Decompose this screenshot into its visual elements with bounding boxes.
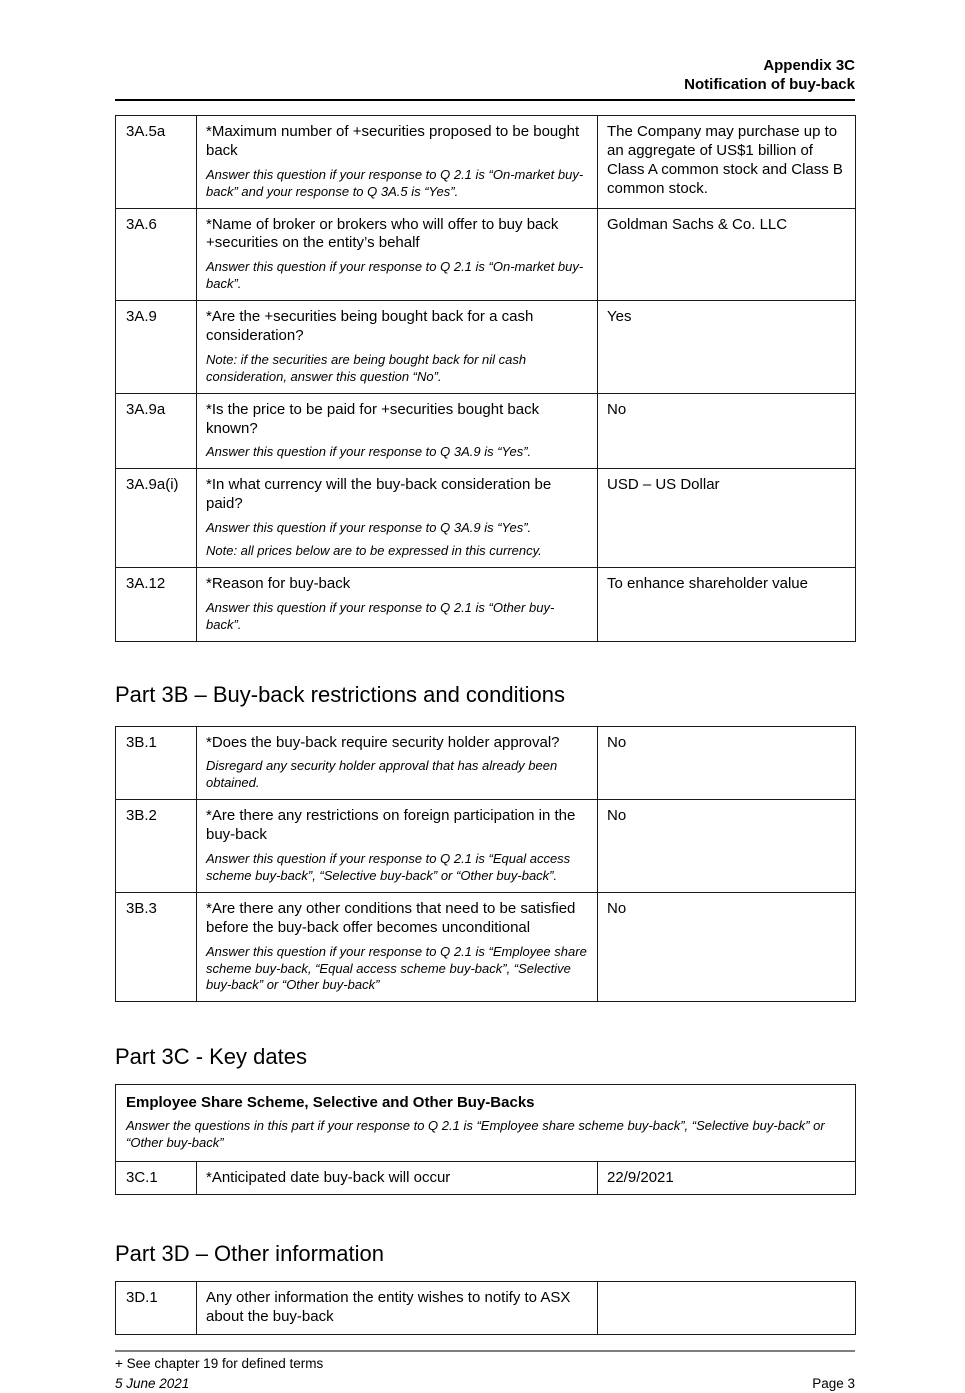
question-text: Any other information the entity wishes to notify to ASX about the buy-back bbox=[206, 1289, 571, 1326]
question-note: Answer this question if your response to Q 2.1 is “Employee share scheme buy-back, “Equal access scheme buy-back”, “Selective buy-back” or “Other buy-back” bbox=[206, 943, 587, 993]
question-text: *Are there any other conditions that need to be satisfied before the buy-back offer becomes unconditional bbox=[206, 899, 576, 936]
part-3d-table bbox=[115, 1281, 856, 1335]
question-id: 3A.6 bbox=[116, 208, 197, 301]
part-3c-heading: Part 3C - Key dates bbox=[115, 1044, 307, 1070]
question-note: Answer this question if your response to Q 2.1 is “On-market buy-back” and your response to Q 3A.5 is “Yes”. bbox=[206, 166, 584, 199]
question-id: 3A.5a bbox=[116, 116, 197, 209]
question-cell bbox=[197, 393, 598, 469]
question-text: *Maximum number of +securities proposed to be bought back bbox=[206, 123, 580, 159]
question-cell bbox=[197, 1161, 598, 1195]
answer-cell: Yes bbox=[598, 301, 856, 394]
answer-cell: To enhance shareholder value bbox=[598, 567, 856, 641]
question-cell bbox=[197, 892, 598, 1001]
document-footer bbox=[115, 1350, 855, 1393]
question-note: Answer this question if your response to Q 3A.9 is “Yes”. bbox=[206, 444, 532, 460]
part-3d-heading: Part 3D – Other information bbox=[115, 1241, 385, 1267]
footer-date: 5 June 2021 bbox=[115, 1376, 190, 1392]
table-row-3b-3 bbox=[116, 892, 856, 1001]
footer-rule bbox=[115, 1350, 855, 1352]
question-id: 3D.1 bbox=[116, 1282, 197, 1335]
question-text: *Name of broker or brokers who will offer to buy back +securities on the entity’s behalf bbox=[206, 215, 559, 252]
answer-cell bbox=[598, 1282, 856, 1335]
question-id: 3B.1 bbox=[116, 726, 197, 800]
table-header-note: Answer the questions in this part if your response to Q 2.1 is “Employee share scheme buy-back”, “Selective buy-back” or “Other buy-back” bbox=[126, 1117, 825, 1150]
answer-cell: 22/9/2021 bbox=[598, 1161, 856, 1195]
question-id: 3A.12 bbox=[116, 567, 197, 641]
table-row-3c-1 bbox=[116, 1161, 856, 1195]
page-content bbox=[115, 56, 855, 1393]
question-id: 3C.1 bbox=[116, 1161, 197, 1195]
question-cell bbox=[197, 208, 598, 301]
question-note: Answer this question if your response to Q 2.1 is “Equal access scheme buy-back”, “Selective buy-back” or “Other buy-back”. bbox=[206, 851, 571, 883]
table-row-3a-12 bbox=[116, 567, 856, 641]
table-header-title: Employee Share Scheme, Selective and Other Buy-Backs bbox=[126, 1094, 535, 1112]
question-note: Answer this question if your response to Q 3A.9 is “Yes”. bbox=[206, 520, 532, 536]
header-rule bbox=[115, 99, 855, 101]
table-row-3a-9a-i bbox=[116, 469, 856, 568]
part-3b-table bbox=[115, 726, 856, 1003]
question-text: *Anticipated date buy-back will occur bbox=[206, 1168, 451, 1186]
question-text: *Reason for buy-back bbox=[206, 574, 351, 592]
question-cell bbox=[197, 726, 598, 800]
answer-cell: USD – US Dollar bbox=[598, 469, 856, 568]
footer-page-number: Page 3 bbox=[812, 1376, 855, 1392]
table-row-3d-1 bbox=[116, 1282, 856, 1335]
part-3a-table bbox=[115, 115, 856, 642]
header-appendix-title: Appendix 3C bbox=[763, 57, 855, 74]
document-header bbox=[115, 56, 855, 94]
question-note: Answer this question if your response to Q 2.1 is “Other buy-back”. bbox=[206, 599, 555, 632]
question-cell bbox=[197, 469, 598, 568]
part-3b-heading: Part 3B – Buy-back restrictions and conditions bbox=[115, 681, 566, 707]
table-header-cell bbox=[116, 1085, 856, 1161]
question-note: Disregard any security holder approval that has already been obtained. bbox=[206, 758, 558, 791]
answer-cell: No bbox=[598, 726, 856, 800]
answer-cell: No bbox=[598, 393, 856, 469]
question-cell bbox=[197, 116, 598, 209]
answer-cell: Goldman Sachs & Co. LLC bbox=[598, 208, 856, 301]
question-cell bbox=[197, 301, 598, 394]
question-cell bbox=[197, 1282, 598, 1335]
question-note: Note: if the securities are being bought back for nil cash consideration, answer this question “No”. bbox=[206, 351, 527, 384]
question-text: *Is the price to be paid for +securities bought back known? bbox=[206, 400, 540, 437]
footer-defined-terms: + See chapter 19 for defined terms bbox=[115, 1356, 324, 1372]
question-id: 3B.3 bbox=[116, 892, 197, 1001]
table-header-row bbox=[116, 1085, 856, 1161]
table-row-3a-9 bbox=[116, 301, 856, 394]
answer-cell: The Company may purchase up to an aggregate of US$1 billion of Class A common stock and Class B common stock. bbox=[598, 116, 856, 209]
table-row-3a-5a bbox=[116, 116, 856, 209]
question-id: 3A.9 bbox=[116, 301, 197, 394]
part-3c-table bbox=[115, 1084, 856, 1195]
question-note: Note: all prices below are to be expressed in this currency. bbox=[206, 543, 542, 559]
question-cell bbox=[197, 800, 598, 893]
answer-cell: No bbox=[598, 892, 856, 1001]
table-row-3b-2 bbox=[116, 800, 856, 893]
question-text: *In what currency will the buy-back consideration be paid? bbox=[206, 476, 552, 513]
header-form-title: Notification of buy-back bbox=[684, 76, 855, 93]
question-note: Answer this question if your response to Q 2.1 is “On-market buy-back”. bbox=[206, 259, 584, 292]
question-id: 3A.9a(i) bbox=[116, 469, 197, 568]
table-row-3a-6 bbox=[116, 208, 856, 301]
question-text: *Are there any restrictions on foreign participation in the buy-back bbox=[206, 807, 576, 844]
question-cell bbox=[197, 567, 598, 641]
answer-cell: No bbox=[598, 800, 856, 893]
question-id: 3A.9a bbox=[116, 393, 197, 469]
table-row-3a-9a bbox=[116, 393, 856, 469]
question-id: 3B.2 bbox=[116, 800, 197, 893]
table-row-3b-1 bbox=[116, 726, 856, 800]
footer-meta-row bbox=[115, 1376, 855, 1393]
question-text: *Are the +securities being bought back for a cash consideration? bbox=[206, 308, 534, 345]
question-text: *Does the buy-back require security holder approval? bbox=[206, 733, 560, 751]
